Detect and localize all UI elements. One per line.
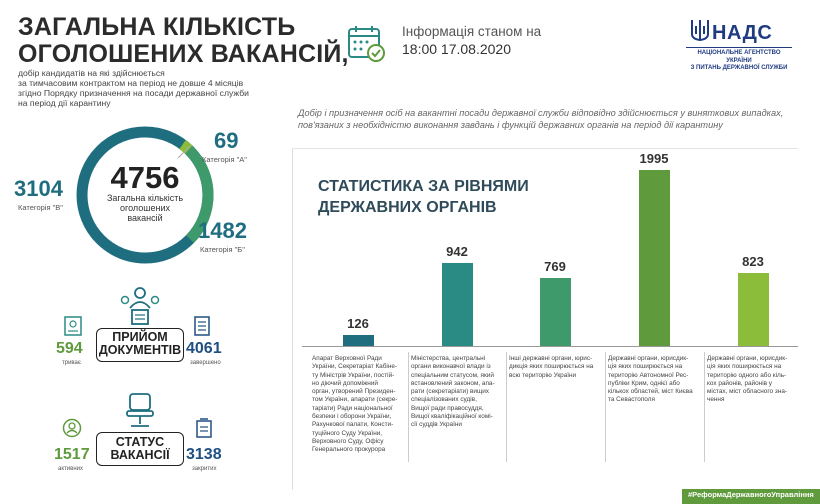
cat-v-label: Категорія "В" [18,203,63,212]
total-label-line: вакансій [127,213,163,223]
category-description-line: таріати) Ради національної [312,404,393,412]
documents-label-line: ДОКУМЕНТІВ [98,343,182,357]
closed-folder-icon [196,418,212,438]
office-chair-icon [122,392,158,430]
status-label-line: СТАТУС [115,435,165,449]
info-date: 18:00 17.08.2020 [402,41,511,57]
status-active-label: активних [58,466,83,472]
category-description-line: чення [707,396,725,404]
logo-subtitle [686,47,792,73]
category-description-line: Інші державні органи, юрис- [509,355,593,362]
bar-value-label: 126 [347,316,369,331]
chart-title [318,176,529,218]
chart-top-border [292,148,798,149]
category-description-line: встановлений законом, апа- [411,379,495,387]
category-description-line: Державні органи, юрисдик- [608,355,689,362]
bar-value-label: 823 [742,254,764,269]
cat-a-label: Категорія "А" [202,155,247,164]
subtitle-line: згідно Порядку призначення на посади державної служби [18,88,249,98]
category-description [411,355,505,430]
logo-sub-line: НАЦІОНАЛЬНЕ АГЕНТСТВО УКРАЇНИ [697,50,781,64]
bar [540,278,571,346]
category-description [312,355,406,455]
documents-label-line: ПРИЙОМ [112,330,168,344]
category-description-line: кох районів, районів у [707,379,772,387]
subtitle-line: добір кандидатів на які здійснюється [18,68,165,78]
title-line-2: ОГОЛОШЕНИХ ВАКАНСІЙ, [18,40,349,68]
category-description-line: Верховного Суду, Офісу [312,437,384,445]
category-description [608,355,702,405]
cat-v-value: 3104 [14,176,63,201]
status-closed-value: 3138 [186,446,222,463]
cat-a-value: 69 [214,128,239,153]
documents-received-label: триває [62,360,81,366]
category-description-line: Рахункової палати, Консти- [312,421,394,429]
status-active-value: 1517 [54,446,90,463]
category-separator [506,352,507,462]
chart-baseline [302,346,798,347]
total-value: 4756 [110,160,180,195]
documents-finished-label: завершено [190,360,221,366]
category-description-line: Вищої кваліфікаційної комі- [411,413,493,421]
documents-finished-value: 4061 [186,340,222,357]
category-description-line: Апарат Верховної Ради [312,355,382,362]
info-label: Інформація станом на [402,24,542,39]
bar-value-label: 942 [446,244,468,259]
category-description-line: туційного Суду України, [312,429,383,437]
category-description-line: органи виконавчої влади із [411,363,491,371]
bar [343,335,374,346]
cat-b-value: 1482 [198,218,247,243]
category-description-line: но діючий допоміжний [312,379,378,387]
category-description-line: публіки Крим, однієї або [608,379,680,387]
bar [639,170,670,346]
people-documents-icon [116,286,164,326]
active-user-icon [62,418,82,438]
category-description-line: територію одного або кіль- [707,371,787,379]
chart-title-line: ДЕРЖАВНИХ ОРГАНІВ [318,199,497,216]
status-label-line: ВАКАНСІЇ [110,448,170,462]
category-description-line: Генерального прокурора [312,446,386,454]
category-description-line: та Севастополя [608,396,655,404]
documents-received-value: 594 [56,340,83,357]
note-text [298,107,803,131]
logo-text: НАДС [712,22,773,44]
category-description [509,355,603,380]
bar [442,263,473,346]
note-line: Добір і призначення осіб на вакантні посади державної служби відповідно здійснюється у виняткових випадках, [298,108,784,118]
logo-sub-line: З ПИТАНЬ ДЕРЖАВНОЇ СЛУЖБИ [690,65,788,71]
category-description-line: безпеки і оборони України, [312,413,392,421]
subtitle-line: на період дії карантину [18,98,111,108]
category-separator [605,352,606,462]
category-description-line: ція яких поширюється на [608,363,683,371]
total-label [94,193,196,223]
footer-hashtag: #РеформаДержавногоУправління [688,490,814,499]
title-line-1: ЗАГАЛЬНА КІЛЬКІСТЬ [18,13,296,41]
category-description-line: дикція яких поширюється на [509,363,594,371]
category-description-line: України, Секретаріат Кабіне- [312,363,398,371]
note-line: пов'язаних з необхідністю виконання завдань і функцій державних органів на період дії карантину [298,120,723,130]
category-separator [408,352,409,462]
category-description-line: том України, апарати (секре- [312,396,398,404]
category-description-line: ту Міністрів України, постій- [312,371,395,379]
chart-title-line: СТАТИСТИКА ЗА РІВНЯМИ [318,178,529,195]
category-description-line: Міністерства, центральні [411,355,486,362]
bar-value-label: 1995 [639,151,669,166]
documents-label [96,331,184,357]
category-description-line: територію Автономної Рес- [608,371,689,379]
category-description-line: ція яких поширюється на [707,363,782,371]
category-description-line: всю територію України [509,371,577,379]
status-label [96,436,184,462]
pointer-icon [176,140,196,160]
category-description-line: містах, міст обласного зна- [707,388,788,396]
category-description [707,355,801,405]
category-description-line: рати (секретаріати) вищих [411,388,489,396]
subtitle [18,68,288,108]
category-description-line: кількох областей, міст Києва [608,388,693,396]
total-label-line: оголошених [120,203,170,213]
cat-b-label: Категорія "Б" [200,245,245,254]
total-label-line: Загальна кількість [106,193,184,203]
status-closed-label: закритих [192,466,217,472]
doc-finished-icon [194,316,210,336]
bar-value-label: 769 [544,259,566,274]
calendar-check-icon [346,24,388,64]
category-description-line: спеціалізованих судів, [411,396,477,404]
category-description-line: Вищої ради правосуддя, [411,404,484,412]
category-description-line: сії суддів України [411,421,462,429]
panel-divider [292,148,293,494]
category-description-line: орган, утворений Президен- [312,388,396,396]
category-description-line: Державні органи, юрисдик- [707,355,788,362]
trident-icon [690,18,710,42]
subtitle-line: за тимчасовим контрактом на період не довше 4 місяців [18,78,244,88]
page-title [18,14,349,68]
doc-in-progress-icon [64,316,82,336]
category-separator [704,352,705,462]
bar [738,273,769,346]
category-description-line: спеціальним статусом, який [411,371,494,379]
